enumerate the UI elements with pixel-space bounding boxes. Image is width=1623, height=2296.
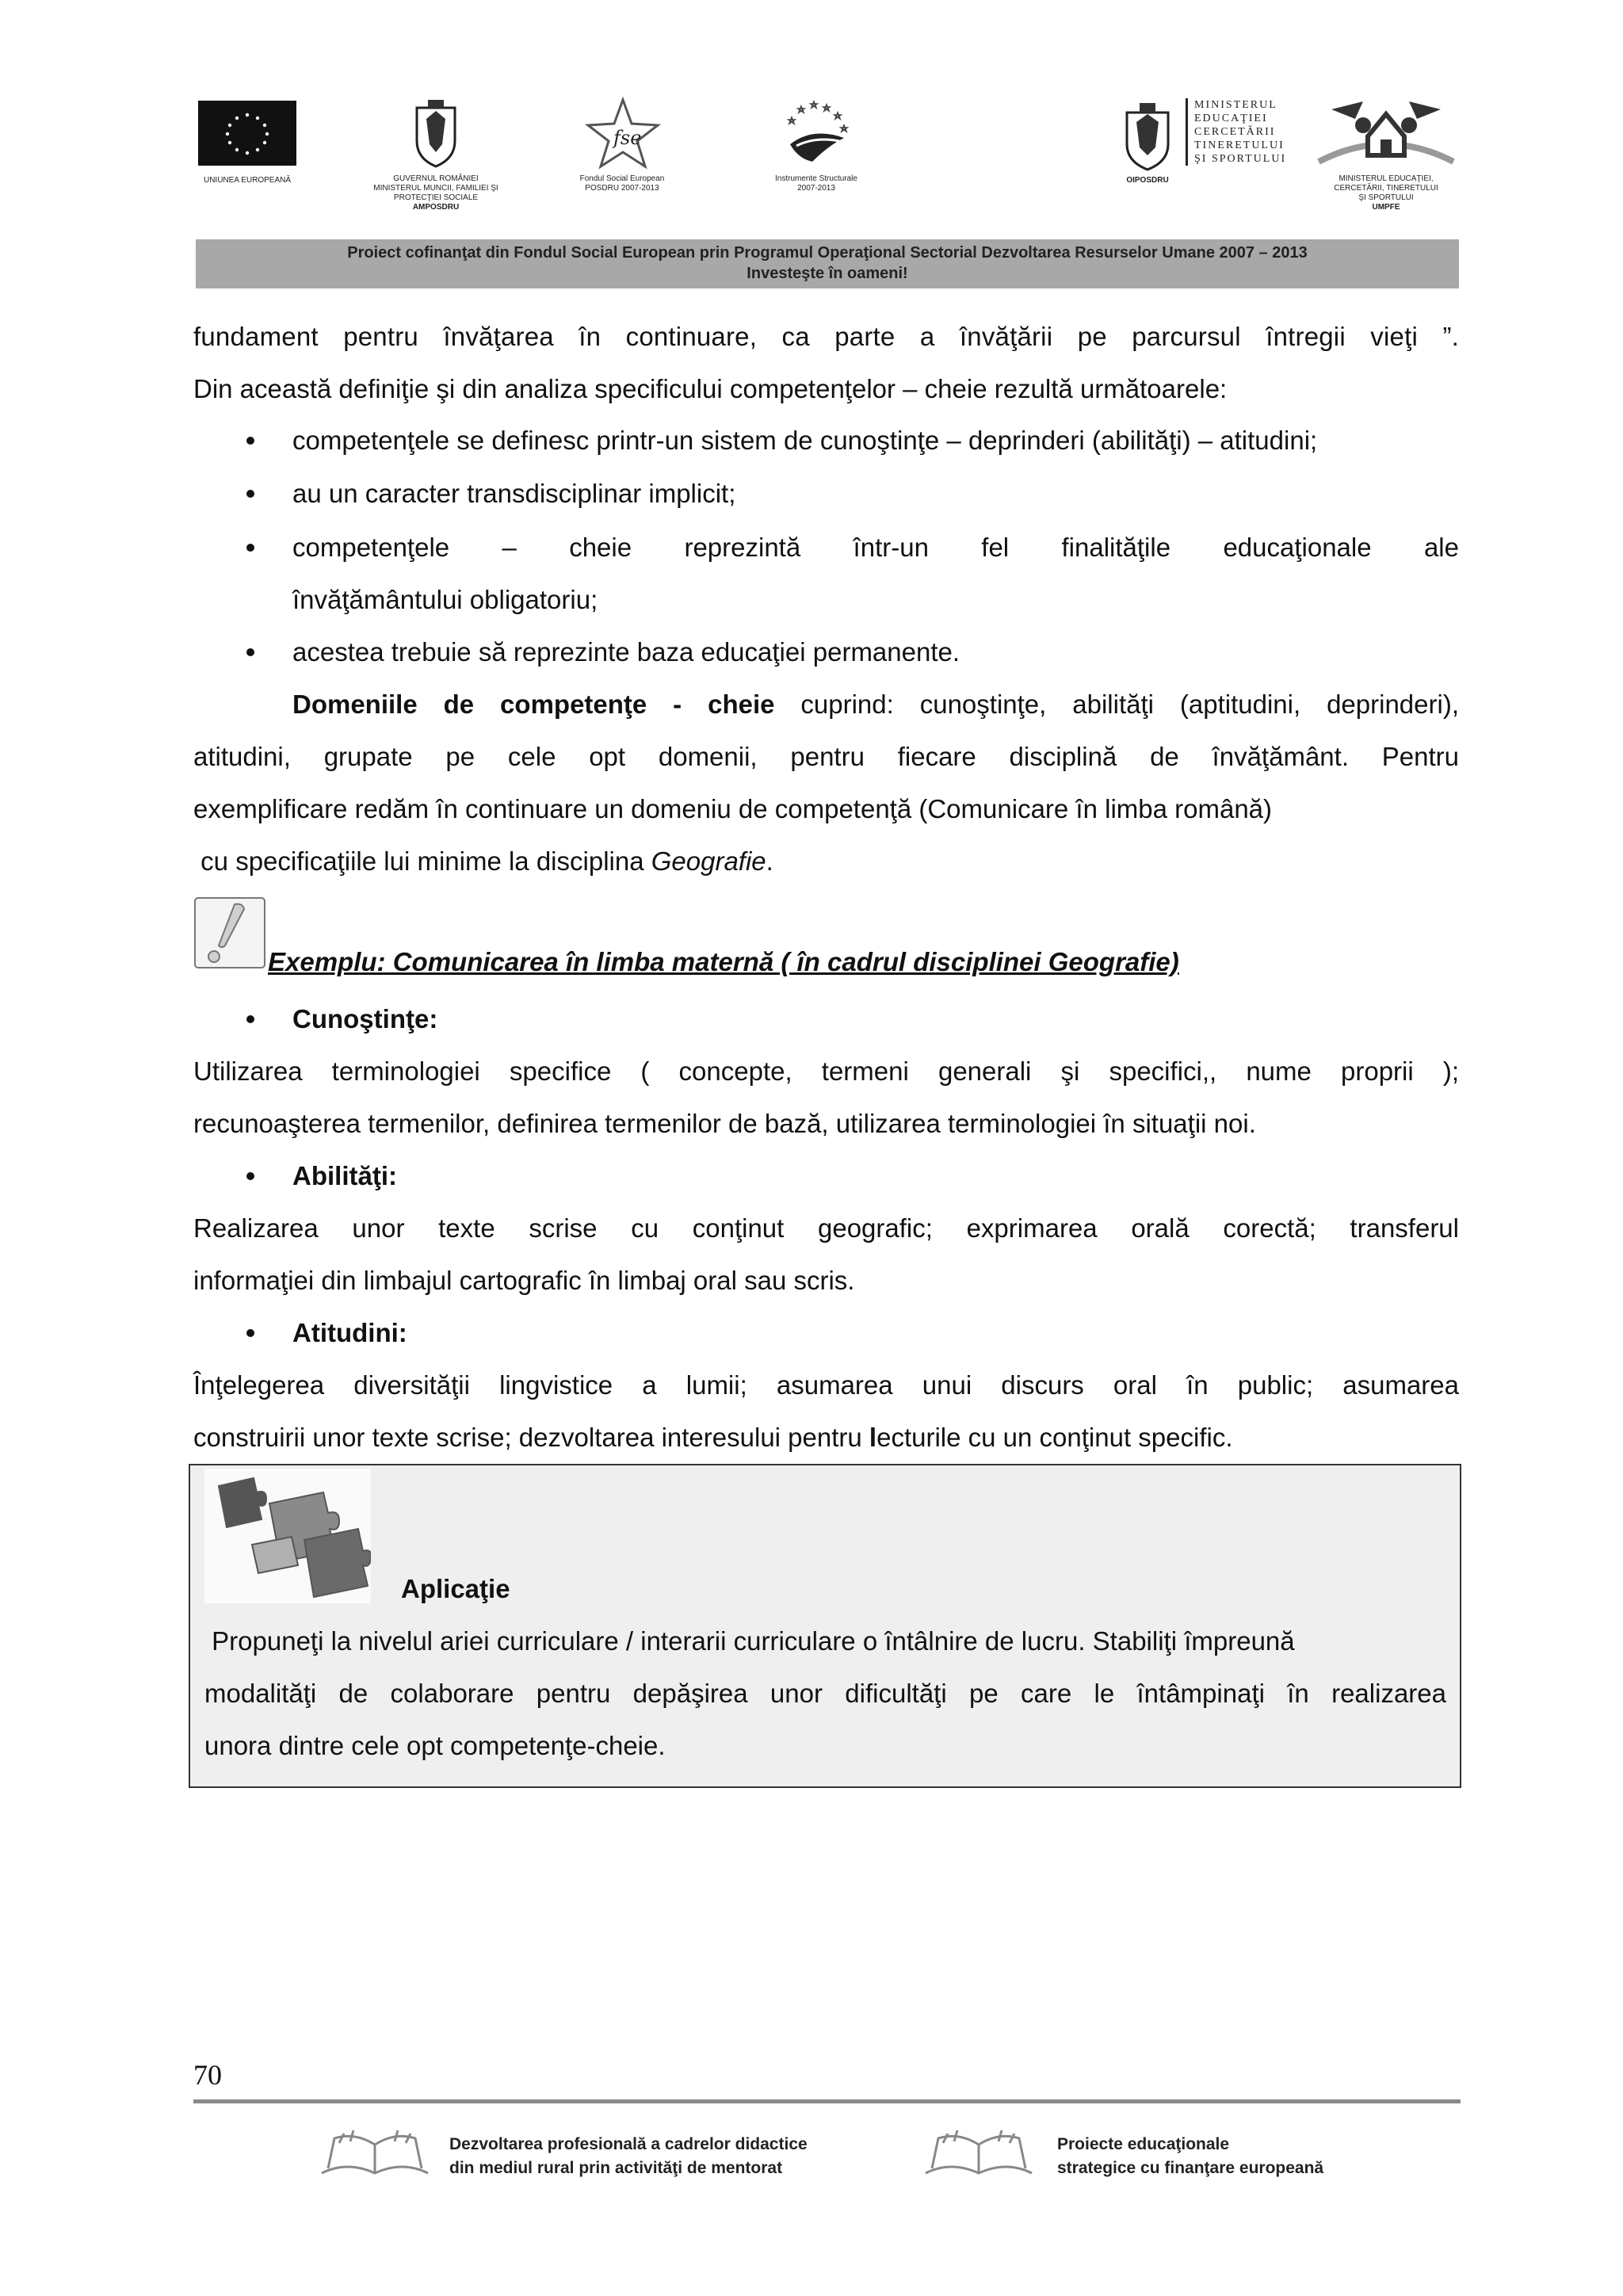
list-item: competenţele se definesc printr-un sistem de cunoştinţe – deprinderi (abilităţi) – atitudini; (292, 426, 1318, 455)
list-item: au un caracter transdisciplinar implicit; (292, 479, 736, 508)
fse-star-icon (585, 97, 661, 170)
paragraph-line: Din această definiţie şi din analiza specificului competenţelor – cheie rezultă următoarele: (193, 374, 1228, 403)
bullet-icon (246, 1172, 254, 1180)
application-title: Aplicaţie (401, 1574, 510, 1603)
footer-right-title: Proiecte educaţionale strategice cu finanţare europeană (1057, 2135, 1324, 2177)
section-label-abilitati: Abilităţi: (292, 1161, 397, 1190)
bullet-icon (246, 648, 254, 656)
application-line: Propuneţi la nivelul ariei curriculare / interarii curriculare o întâlnire de lucru. Stabiliţi împreună (204, 1626, 1295, 1656)
oiposdru-caption: OIPOSDRU (1126, 176, 1169, 185)
umpfe-caption: MINISTERUL EDUCAŢIEI, CERCETĂRII, TINERETULUI ŞI SPORTULUI UMPFE (1334, 174, 1438, 212)
government-caption: GUVERNUL ROMÂNIEI MINISTERUL MUNCII, FAMILIEI ŞI PROTECŢIEI SOCIALE AMPOSDRU (373, 174, 498, 212)
bullet-icon (246, 1015, 254, 1023)
bullet-icon (246, 437, 254, 445)
list-item-continuation: învăţământului obligatoriu; (292, 585, 598, 614)
paragraph-line: Utilizarea terminologiei specifice ( concepte, termeni generali şi specifici,, nume proprii ); (193, 1056, 1459, 1086)
section-label-atitudini: Atitudini: (292, 1318, 407, 1347)
umpfe-logo-icon (1316, 95, 1457, 171)
paragraph-line: recunoaşterea termenilor, definirea termenilor de bază, utilizarea terminologiei în situaţii noi. (193, 1109, 1256, 1138)
paragraph-line: construirii unor texte scrise; dezvoltarea interesului pentru lecturile cu un conţinut specific. (193, 1423, 1233, 1452)
bullet-icon (246, 544, 254, 552)
paragraph-line: Realizarea unor texte scrise cu conţinut geografic; exprimarea orală corectă; transferul (193, 1213, 1459, 1243)
footer-divider (193, 2099, 1461, 2103)
page-number: 70 (193, 2059, 222, 2091)
government-crest-icon (411, 97, 461, 168)
example-heading: Exemplu: Comunicarea în limba maternă ( în cadrul disciplinei Geografie) (268, 947, 1179, 976)
svg-text:fse: fse (613, 127, 642, 149)
puzzle-icon (204, 1469, 371, 1603)
bullet-icon (246, 1329, 254, 1337)
banner-line-1: Proiect cofinanţat din Fondul Social European prin Programul Operaţional Sectorial Dezvoltarea Resurselor Umane 2007 – 2013 (347, 244, 1308, 262)
ministry-crest-icon (1122, 98, 1173, 171)
paragraph-line: cu specificaţiile lui minime la disciplina Geografie. (193, 846, 773, 876)
list-item: acestea trebuie să reprezinte baza educaţiei permanente. (292, 637, 960, 667)
footer-left-title: Dezvoltarea profesională a cadrelor didactice din mediul rural prin activităţi de mentorat (449, 2135, 808, 2177)
bullet-icon (246, 490, 254, 498)
banner-line-2: Investeşte în oameni! (747, 265, 908, 282)
open-book-icon (315, 2124, 434, 2187)
project-banner (196, 239, 1459, 288)
paragraph-line: atitudini, grupate pe cele opt domenii, pentru fiecare disciplină de învăţământ. Pentru (193, 742, 1459, 771)
fse-caption: Fondul Social European POSDRU 2007-2013 (579, 174, 665, 193)
eu-flag-icon (198, 101, 296, 166)
open-book-icon (919, 2124, 1038, 2187)
ministry-wordmark: MINISTERUL EDUCAŢIEI CERCETĂRII TINERETULUI ŞI SPORTULUI (1186, 98, 1289, 166)
exclamation-note-icon (193, 896, 266, 969)
paragraph-line: Domeniile de competenţe - cheie cuprind: cunoştinţe, abilităţi (aptitudini, deprinderi), (292, 690, 1459, 719)
structural-instruments-icon (781, 97, 852, 168)
application-line: modalităţi de colaborare pentru depăşirea unor dificultăţi pe care le întâmpinaţi în realizarea (204, 1679, 1446, 1708)
paragraph-line: fundament pentru învăţarea în continuare, ca parte a învăţării pe parcursul întregii vieţi ”. (193, 322, 1459, 351)
paragraph-line: Înţelegerea diversităţii lingvistice a lumii; asumarea unui discurs oral în public; asumarea (193, 1370, 1459, 1400)
application-line: unora dintre cele opt competenţe-cheie. (204, 1731, 666, 1760)
paragraph-line: exemplificare redăm în continuare un domeniu de competenţă (Comunicare în limba română) (193, 794, 1273, 823)
eu-caption: UNIUNEA EUROPEANĂ (203, 176, 292, 185)
paragraph-line: informaţiei din limbajul cartografic în limbaj oral sau scris. (193, 1266, 855, 1295)
section-label-cunostinte: Cunoştinţe: (292, 1004, 438, 1033)
structural-instruments-caption: Instrumente Structurale 2007-2013 (775, 174, 857, 193)
list-item: competenţele – cheie reprezintă într-un fel finalităţile educaţionale ale (292, 533, 1459, 562)
